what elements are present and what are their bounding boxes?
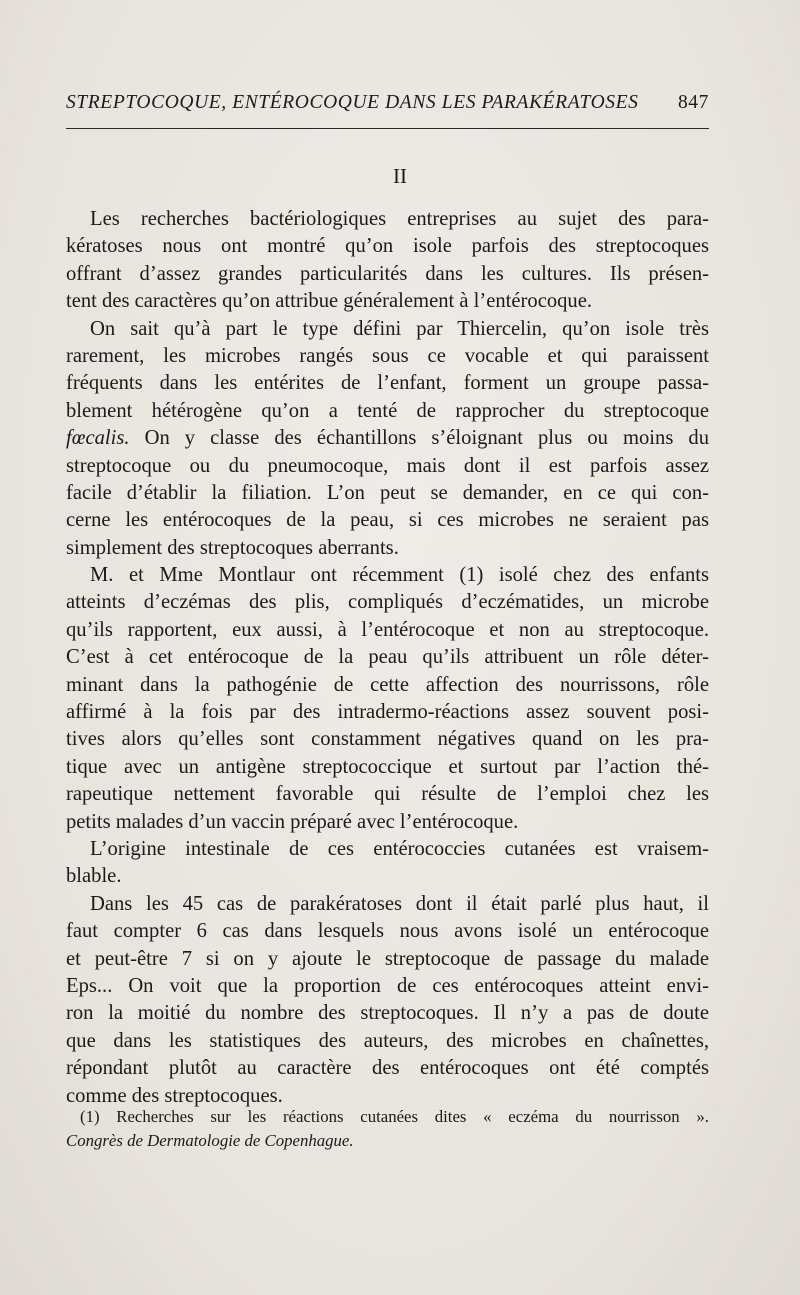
text-line: cerne les entérocoques de la peau, si ces microbes ne seraient pas: [66, 509, 709, 532]
text-line: et peut-être 7 si on y ajoute le streptocoque de passage du malade: [66, 947, 709, 970]
text-line: minant dans la pathogénie de cette affection des nourrissons, rôle: [66, 673, 709, 696]
text-line: L’origine intestinale de ces entérococcies cutanées est vraisem-: [90, 837, 709, 860]
text-line: kératoses nous ont montré qu’on isole parfois des streptocoques: [66, 235, 709, 258]
text-line: fœcalis. On y classe des échantillons s’éloignant plus ou moins du: [66, 427, 709, 450]
text-line: tives alors qu’elles sont constamment négatives quand on les pra-: [66, 728, 709, 751]
text-line: rapeutique nettement favorable qui résulte de l’emploi chez les: [66, 783, 709, 806]
running-title: STREPTOCOQUE, ENTÉROCOQUE DANS LES PARAKÉRATOSES: [66, 92, 639, 113]
text-line: offrant d’assez grandes particularités dans les cultures. Ils présen-: [66, 262, 709, 285]
text-line: fréquents dans les entérites de l’enfant, forment un groupe passa-: [66, 372, 709, 395]
text-line: que dans les statistiques des auteurs, des microbes en chaînettes,: [66, 1029, 709, 1052]
text-line: rarement, les microbes rangés sous ce vocable et qui paraissent: [66, 344, 709, 367]
footnote: [66, 1105, 709, 1153]
text-line: atteints d’eczémas des plis, compliqués d’eczématides, un microbe: [66, 591, 709, 614]
text-line: affirmé à la fois par des intradermo-réactions assez souvent posi-: [66, 701, 709, 724]
text-line: tent des caractères qu’on attribue généralement à l’entérocoque.: [66, 290, 593, 313]
text-line: Dans les 45 cas de parakératoses dont il était parlé plus haut, il: [90, 892, 709, 915]
text-line: Les recherches bactériologiques entreprises au sujet des para-: [90, 208, 709, 230]
text-line: tique avec un antigène streptococcique et surtout par l’action thé-: [66, 755, 709, 778]
header-rule: [66, 128, 709, 129]
text-line: petits malades d’un vaccin préparé avec l’entérocoque.: [66, 810, 519, 833]
text-line: On sait qu’à part le type défini par Thiercelin, qu’on isole très: [90, 317, 709, 340]
text-line: comme des streptocoques.: [66, 1084, 283, 1107]
text-line: ron la moitié du nombre des streptocoques. Il n’y a pas de doute: [66, 1002, 709, 1025]
text-line: blement hétérogène qu’on a tenté de rapprocher du streptocoque: [66, 399, 709, 422]
text-line: facile d’établir la filiation. L’on peut se demander, en ce qui con-: [66, 481, 709, 504]
text-line: qu’ils rapportent, eux aussi, à l’entérocoque et non au streptocoque.: [66, 618, 709, 641]
page-number: 847: [677, 92, 709, 113]
text-line: faut compter 6 cas dans lesquels nous avons isolé un entérocoque: [66, 920, 709, 943]
body-text: [66, 206, 709, 1110]
text-line: C’est à cet entérocoque de la peau qu’ils attribuent un rôle déter-: [66, 646, 709, 669]
text-line: blable.: [66, 865, 122, 888]
text-line: M. et Mme Montlaur ont récemment (1) isolé chez des enfants: [90, 564, 709, 587]
italic-term: fœcalis.: [66, 427, 130, 450]
text-line: streptocoque ou du pneumocoque, mais dont il est parfois assez: [66, 454, 709, 477]
text-line: simplement des streptocoques aberrants.: [66, 536, 399, 559]
footnote-line: (1) Recherches sur les réactions cutanées dites « eczéma du nourrisson ».: [80, 1107, 709, 1126]
text-line: répondant plutôt au caractère des entérocoques ont été comptés: [66, 1057, 709, 1080]
section-number: II: [393, 164, 407, 188]
footnote-source: Congrès de Dermatologie de Copenhague.: [66, 1131, 354, 1150]
text-line: Eps... On voit que la proportion de ces entérocoques atteint envi-: [66, 974, 709, 997]
